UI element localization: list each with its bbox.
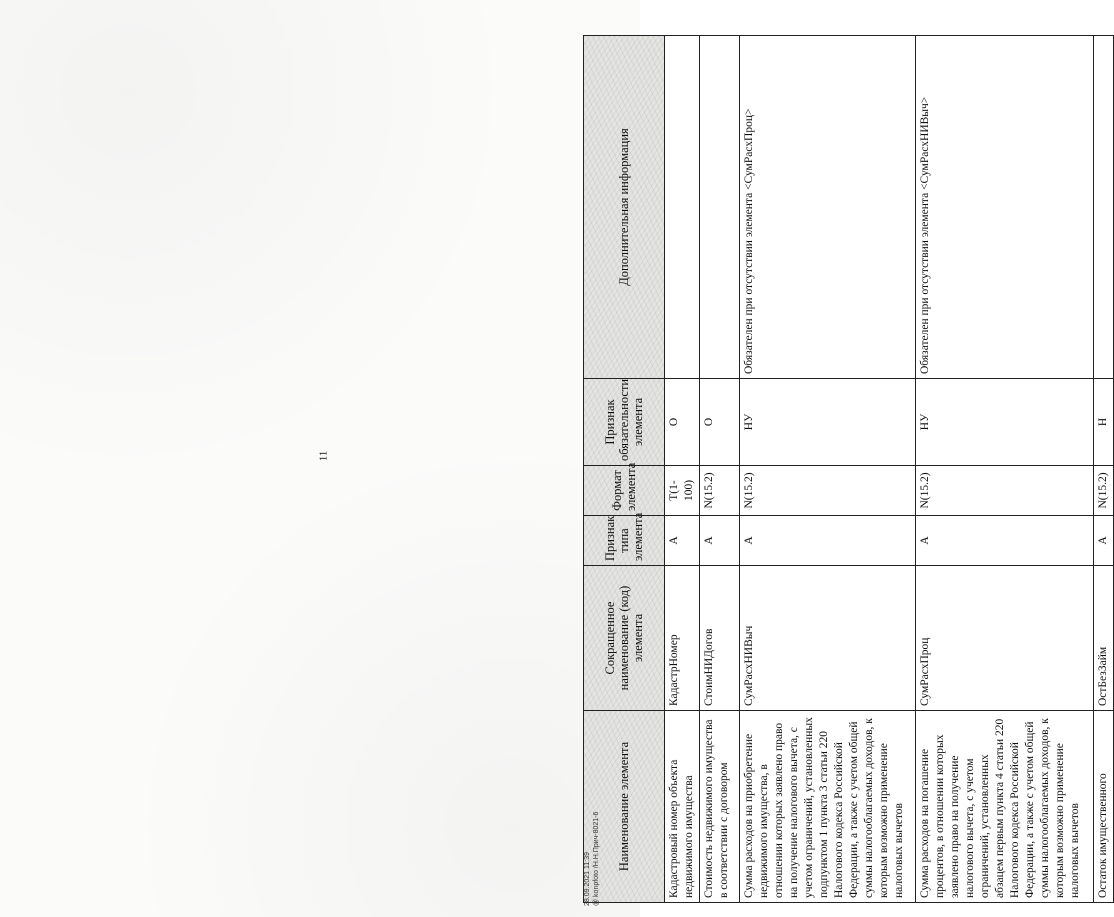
header-element-code: Сокращенное наименование (код) элемента <box>584 566 665 711</box>
cell-info: Обязателен при отсутствии элемента <СумРасхНИВыч> <box>916 36 1094 379</box>
table-row <box>665 36 700 903</box>
footer-timestamp: 28.09.2021 11:39 <box>584 852 591 906</box>
cell-format: N(15.2) <box>916 466 1094 516</box>
cell-required: НУ <box>916 379 1094 466</box>
cell-name: Стоимость недвижимого имущества в соответствии с договором <box>700 711 740 903</box>
footer-signature: @ konpfoto /Н.Н.Прич-8021-6 <box>593 811 600 906</box>
cell-info: Обязателен при отсутствии элемента <СумРасхПроц> <box>740 36 916 379</box>
table-row <box>916 36 1094 903</box>
header-element-type: Признак типа элемента <box>584 516 665 566</box>
cell-type: А <box>1094 516 1114 566</box>
table-row <box>1094 36 1114 903</box>
cell-info <box>1094 36 1114 379</box>
elements-table <box>583 35 1114 903</box>
header-element-name: Наименование элемента <box>584 711 665 903</box>
cell-required: О <box>700 379 740 466</box>
cell-format: N(15.2) <box>740 466 916 516</box>
cell-required: НУ <box>740 379 916 466</box>
cell-code: СумРасхПроц <box>916 566 1094 711</box>
cell-name: Сумма расходов на погашение процентов, в отношении которых заявлено право на получение налогового вычета, с учетом ограничений, установленных абзацем первым пункта 4 статьи 220 Налогового кодекса Российской Федерации, а также с учетом общей суммы налогооблагаемых доходов, к которым возможно применение налоговых вычетов <box>916 711 1094 903</box>
cell-name: Кадастровый номер объекта недвижимого имущества <box>665 711 700 903</box>
header-additional-info: Дополнительная информация <box>584 36 665 379</box>
cell-required: Н <box>1094 379 1114 466</box>
table-row <box>740 36 916 903</box>
cell-format: T(1-100) <box>665 466 700 516</box>
cell-type: А <box>665 516 700 566</box>
table-container <box>583 36 1109 903</box>
header-element-format: Формат элемента <box>584 466 665 516</box>
cell-code: СумРасхНИВыч <box>740 566 916 711</box>
cell-format: N(15.2) <box>700 466 740 516</box>
cell-info <box>700 36 740 379</box>
cell-code: ОстБезЗайм <box>1094 566 1114 711</box>
cell-type: А <box>740 516 916 566</box>
cell-code: КадастрНомер <box>665 566 700 711</box>
cell-name: Остаток имущественного <box>1094 711 1114 903</box>
page-number: 11 <box>317 450 330 462</box>
table-row <box>700 36 740 903</box>
header-element-required: Признак обязательности элемента <box>584 379 665 466</box>
cell-code: СтоимНИДогов <box>700 566 740 711</box>
document-footer <box>583 812 601 906</box>
cell-required: О <box>665 379 700 466</box>
cell-type: А <box>916 516 1094 566</box>
table-header-row <box>584 36 665 903</box>
cell-format: N(15.2) <box>1094 466 1114 516</box>
cell-name: Сумма расходов на приобретение недвижимого имущества, в отношении которых заявлено право на получение налогового вычета, с учетом ограничений, установленных подпунктом 1 пункта 3 статьи 220 Налогового кодекса Российской Федерации, а также с учетом общей суммы налогооблагаемых доходов, к которым возможно применение налоговых вычетов <box>740 711 916 903</box>
cell-type: А <box>700 516 740 566</box>
cell-info <box>665 36 700 379</box>
